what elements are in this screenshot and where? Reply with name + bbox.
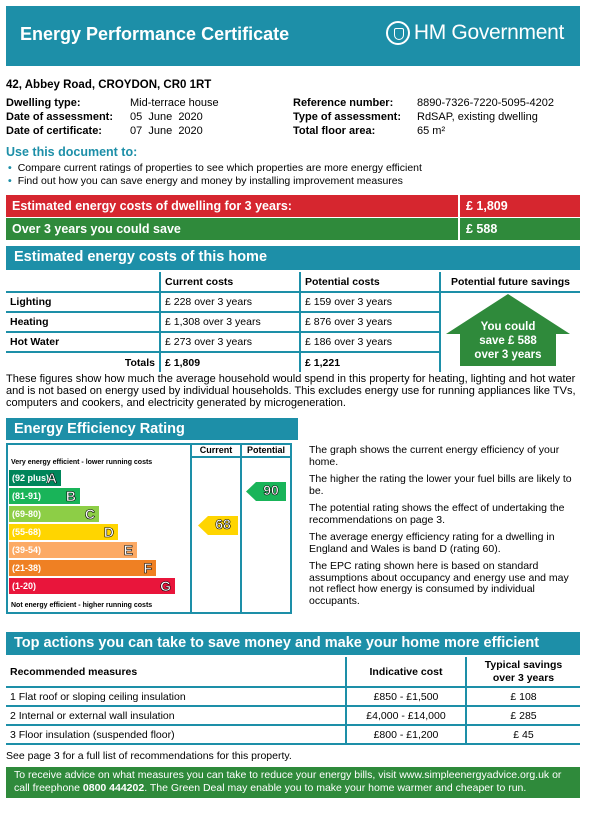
see-page-note: See page 3 for a full list of recommendations for this property. <box>6 750 292 762</box>
rating-band-d: (55-68) D <box>9 524 118 540</box>
rating-para-3: The potential rating shows the effect of undertaking the recommendations on page 3. <box>309 502 565 526</box>
dwelling-type-label: Dwelling type: <box>6 97 81 109</box>
assessment-date-label: Date of assessment: <box>6 111 113 123</box>
rating-header-divider <box>190 456 292 458</box>
estimated-cost-value: £ 1,809 <box>458 195 580 217</box>
costs-header-row <box>6 272 580 292</box>
property-address: 42, Abbey Road, CROYDON, CR0 1RT <box>6 79 212 91</box>
rating-para-1: The graph shows the current energy efficiency of your home. <box>309 444 560 468</box>
actions-table <box>6 657 580 745</box>
assessment-type-value: RdSAP, existing dwelling <box>417 111 538 123</box>
certificate-date-value: 07 June 2020 <box>130 125 203 137</box>
rating-band-f: (21-38) F <box>9 560 156 576</box>
header-banner <box>6 6 580 66</box>
col-potential-costs: Potential costs <box>300 272 440 292</box>
rating-band-b: (81-91) B <box>9 488 80 504</box>
col-indicative-cost: Indicative cost <box>346 657 466 687</box>
hm-government-logo <box>386 21 564 45</box>
actions-section-title: Top actions you can take to save money and make your home more efficient <box>6 632 580 655</box>
gov-label: HM Government <box>413 21 564 44</box>
col-potential: Potential <box>246 445 285 455</box>
royal-crest-icon <box>386 21 410 45</box>
rating-band-a: (92 plus) A <box>9 470 61 486</box>
totals-row: Totals £ 1,809 £ 1,221 <box>6 352 580 372</box>
col-typical-savings: Typical savings over 3 years <box>466 657 580 687</box>
assessment-date-value: 05 June 2020 <box>130 111 203 123</box>
savings-bar <box>6 218 580 240</box>
table-row: 3 Floor insulation (suspended floor) £800 - £1,200 £ 45 <box>6 725 580 744</box>
table-row: 1 Flat roof or sloping ceiling insulation £850 - £1,500 £ 108 <box>6 687 580 706</box>
current-rating-value: 68 <box>215 516 231 532</box>
details-right <box>293 97 554 139</box>
col-future-savings: Potential future savings <box>440 272 580 292</box>
floor-area-label: Total floor area: <box>293 125 376 137</box>
top-efficiency-note: Very energy efficient - lower running costs <box>11 459 153 466</box>
use-doc-title: Use this document to: <box>6 145 138 159</box>
rating-band-e: (39-54) E <box>9 542 137 558</box>
dwelling-type-value: Mid-terrace house <box>130 97 219 109</box>
bottom-efficiency-note: Not energy efficient - higher running costs <box>11 602 153 609</box>
estimated-cost-bar <box>6 195 580 217</box>
rating-section-title: Energy Efficiency Rating <box>6 418 298 440</box>
potential-column-box <box>240 443 292 614</box>
footer-line-1: To receive advice on what measures you can take to reduce your energy bills, visit www.simpleenergyadvice.org.uk or <box>14 769 562 781</box>
table-row: Lighting £ 228 over 3 years £ 159 over 3 years <box>6 292 580 312</box>
rating-band-c: (69-80) C <box>9 506 99 522</box>
table-row: Hot Water £ 273 over 3 years £ 186 over 3 years <box>6 332 580 352</box>
col-measures: Recommended measures <box>6 657 346 687</box>
actions-header-row <box>6 657 580 687</box>
floor-area-value: 65 m² <box>417 125 446 137</box>
table-row: Heating £ 1,308 over 3 years £ 876 over 3 years <box>6 312 580 332</box>
rating-para-4: The average energy efficiency rating for a dwelling in England and Wales is band D (rating 60). <box>309 531 555 555</box>
potential-rating-value: 90 <box>263 482 279 498</box>
savings-value: £ 588 <box>458 218 580 240</box>
use-doc-bullet-2: • Find out how you can save energy and money by installing improvement measures <box>8 175 403 187</box>
table-row: 2 Internal or external wall insulation £4,000 - £14,000 £ 285 <box>6 706 580 725</box>
costs-section-title: Estimated energy costs of this home <box>6 246 580 270</box>
certificate-date-label: Date of certificate: <box>6 125 102 137</box>
rating-para-2: The higher the rating the lower your fuel bills are likely to be. <box>309 473 572 497</box>
footer-line-2: call freephone 0800 444202. The Green Deal may enable you to make your home warmer and cheaper to run. <box>14 782 527 794</box>
costs-note: These figures show how much the average household would spend in this property for heating, lighting and hot water and is not based on energy used by individual households. This excludes energy use for running appliances like TVs, computers and cookers, and electricity generated by microgeneration. <box>6 373 576 410</box>
freephone-number: 0800 444202 <box>82 782 145 794</box>
savings-arrow-text: You could save £ 588 over 3 years <box>474 321 542 361</box>
savings-label: Over 3 years you could save <box>12 222 181 236</box>
col-current-costs: Current costs <box>160 272 300 292</box>
reference-label: Reference number: <box>293 97 394 109</box>
assessment-type-label: Type of assessment: <box>293 111 402 123</box>
rating-para-5: The EPC rating shown here is based on standard assumptions about occupancy and energy use and may not reflect how energy is consumed by individual occupants. <box>309 560 569 607</box>
details-left <box>6 97 219 139</box>
footer-advice <box>6 767 580 798</box>
estimated-cost-label: Estimated energy costs of dwelling for 3 years: <box>12 199 292 213</box>
page-title: Energy Performance Certificate <box>20 24 290 44</box>
rating-explanation <box>309 445 579 607</box>
rating-band-g: (1-20) G <box>9 578 175 594</box>
use-doc-bullet-1: • Compare current ratings of properties to see which properties are more energy efficient <box>8 162 422 174</box>
col-current: Current <box>199 445 233 455</box>
actions-table-wrap <box>6 657 580 745</box>
reference-value: 8890-7326-7220-5095-4202 <box>417 97 555 109</box>
